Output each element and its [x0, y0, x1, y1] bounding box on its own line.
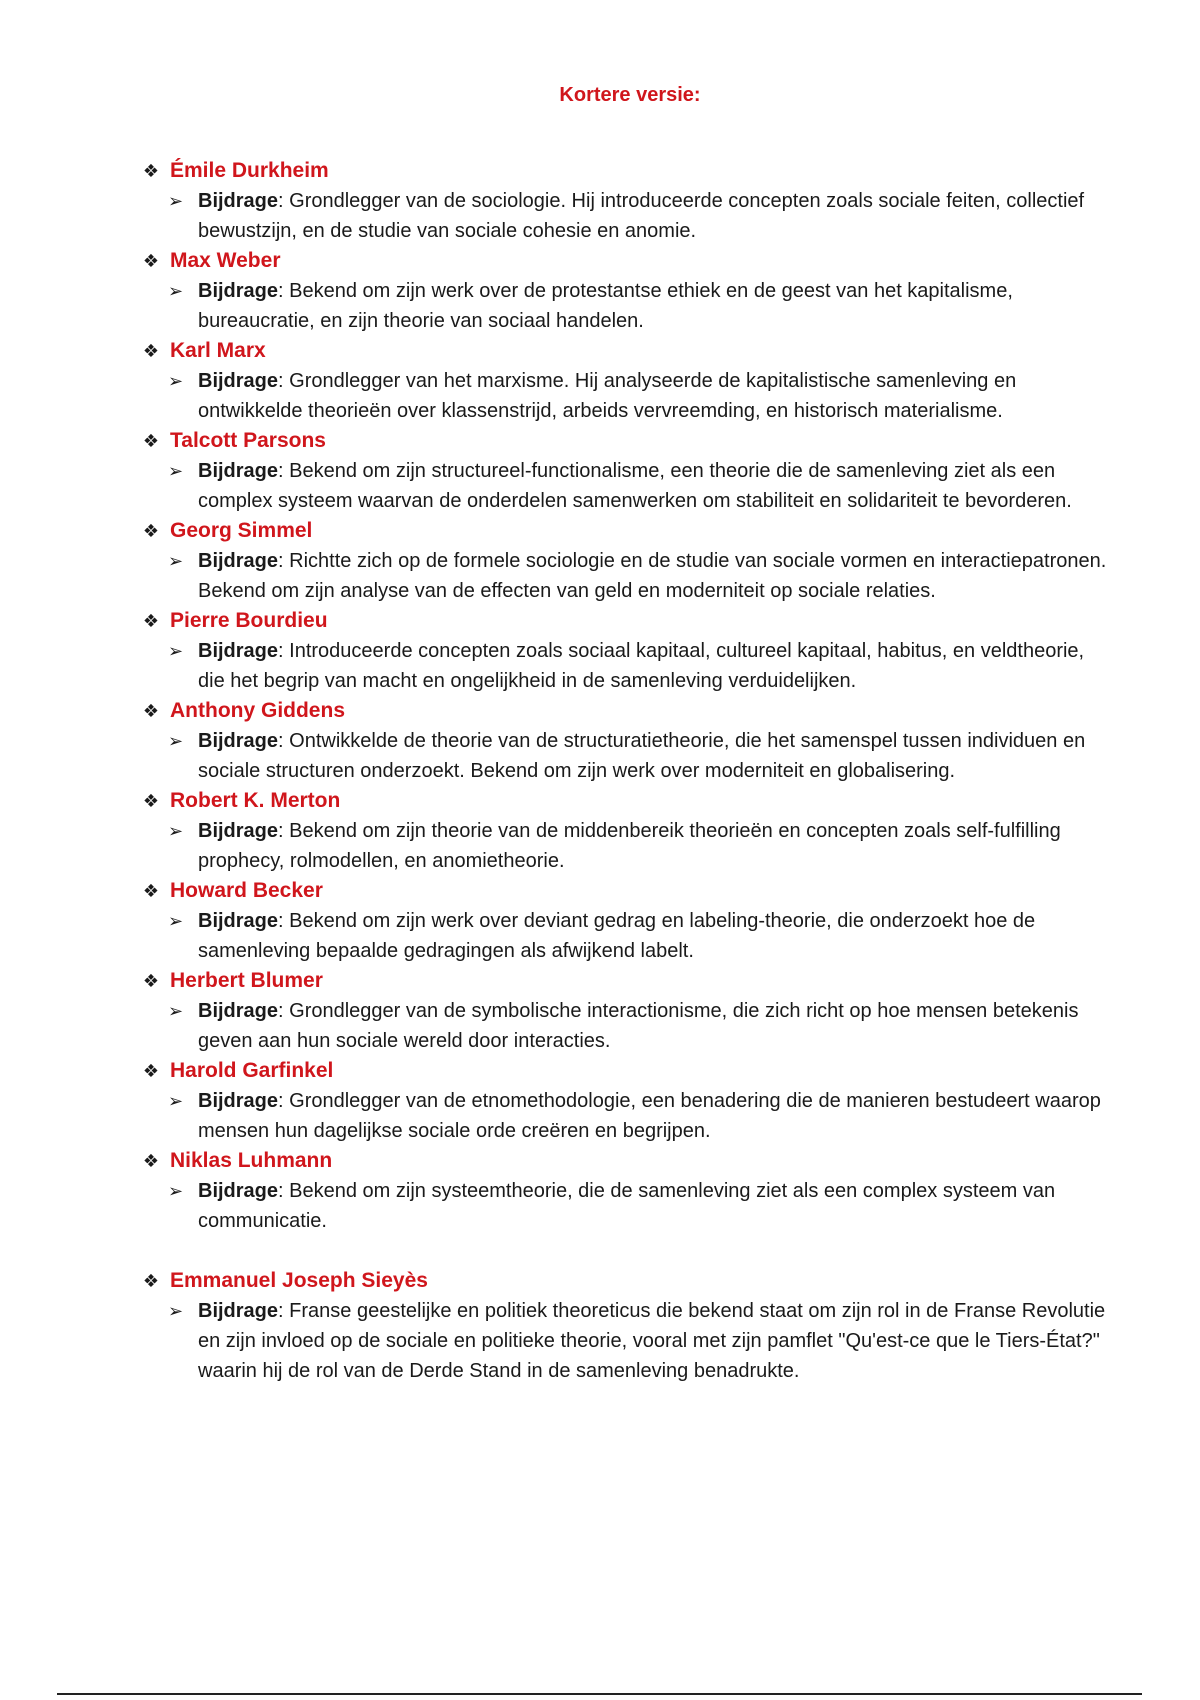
sociologist-list — [140, 156, 1120, 1386]
contribution-label: Bijdrage — [198, 640, 279, 662]
contribution-text: Bijdrage: Grondlegger van de sociologie. Hij introduceerde concepten zoals sociale feiten, collectief bewustzijn, en de studie van sociale cohesie en anomie. — [198, 190, 1085, 242]
bottom-divider — [57, 1693, 1142, 1695]
diamond-bullet-icon: ❖ — [142, 161, 160, 181]
contribution-description: Introduceerde concepten zoals sociaal kapitaal, cultureel kapitaal, habitus, en veldtheorie, die het begrip van macht en ongelijkheid in de samenleving verduidelijken. — [198, 640, 1085, 692]
arrow-bullet-icon: ➢ — [168, 551, 184, 571]
contribution-text: Bijdrage: Grondlegger van het marxisme. Hij analyseerde de kapitalistische samenleving en ontwikkelde theorieën over klassenstrijd, arbeids vervreemding, en historisch materialisme. — [198, 370, 1017, 422]
contribution-description: Grondlegger van de sociologie. Hij introduceerde concepten zoals sociale feiten, collectief bewustzijn, en de studie van sociale cohesie en anomie. — [198, 190, 1085, 242]
contribution-text: Bijdrage: Franse geestelijke en politiek theoreticus die bekend staat om zijn rol in de Franse Revolutie en zijn invloed op de sociale en politieke theorie, vooral met zijn pamflet "Qu'est-ce que le Tiers-État?" waarin hij de rol van de Derde Stand in de samenleving benadrukte. — [198, 1300, 1106, 1382]
contribution-label: Bijdrage — [198, 1000, 279, 1022]
diamond-bullet-icon: ❖ — [142, 341, 160, 361]
diamond-bullet-icon: ❖ — [142, 611, 160, 631]
arrow-bullet-icon: ➢ — [168, 1301, 184, 1321]
contribution-label: Bijdrage — [198, 910, 279, 932]
arrow-bullet-icon: ➢ — [168, 371, 184, 391]
contribution-text: Bijdrage: Ontwikkelde de theorie van de structuratietheorie, die het samenspel tussen individuen en sociale structuren onderzoekt. Bekend om zijn werk over moderniteit en globalisering. — [198, 730, 1086, 782]
person-name: Georg Simmel — [170, 519, 313, 542]
contribution-label: Bijdrage — [198, 370, 279, 392]
diamond-bullet-icon: ❖ — [142, 881, 160, 901]
contribution-description: Bekend om zijn systeemtheorie, die de samenleving ziet als een complex systeem van communicatie. — [198, 1180, 1056, 1232]
list-item — [140, 516, 1120, 606]
diamond-bullet-icon: ❖ — [142, 1061, 160, 1081]
list-item — [140, 606, 1120, 696]
list-item — [140, 246, 1120, 336]
arrow-bullet-icon: ➢ — [168, 461, 184, 481]
diamond-bullet-icon: ❖ — [142, 251, 160, 271]
person-name: Max Weber — [170, 249, 281, 272]
list-item — [140, 1146, 1120, 1236]
contribution-description: Franse geestelijke en politiek theoreticus die bekend staat om zijn rol in de Franse Revolutie en zijn invloed op de sociale en politieke theorie, vooral met zijn pamflet "Qu'est-ce que le Tiers-État?" waarin hij de rol van de Derde Stand in de samenleving benadrukte. — [198, 1300, 1106, 1382]
contribution-text: Bijdrage: Bekend om zijn werk over deviant gedrag en labeling-theorie, die onderzoekt hoe de samenleving bepaalde gedragingen als afwijkend labelt. — [198, 910, 1036, 962]
diamond-bullet-icon: ❖ — [142, 1271, 160, 1291]
diamond-bullet-icon: ❖ — [142, 1151, 160, 1171]
diamond-bullet-icon: ❖ — [142, 701, 160, 721]
arrow-bullet-icon: ➢ — [168, 641, 184, 661]
arrow-bullet-icon: ➢ — [168, 1181, 184, 1201]
contribution-description: Grondlegger van de symbolische interactionisme, die zich richt op hoe mensen betekenis geven aan hun sociale wereld door interacties. — [198, 1000, 1079, 1052]
list-item — [140, 1056, 1120, 1146]
arrow-bullet-icon: ➢ — [168, 281, 184, 301]
person-name: Harold Garfinkel — [170, 1059, 334, 1082]
contribution-text: Bijdrage: Grondlegger van de etnomethodologie, een benadering die de manieren bestudeert waarop mensen hun dagelijkse sociale orde creëren en begrijpen. — [198, 1090, 1101, 1142]
contribution-label: Bijdrage — [198, 1090, 279, 1112]
page-title: Kortere versie: — [559, 84, 701, 106]
contribution-description: Bekend om zijn theorie van de middenbereik theorieën en concepten zoals self-fulfilling prophecy, rolmodellen, en anomietheorie. — [198, 820, 1061, 872]
person-name: Howard Becker — [170, 879, 323, 902]
contribution-description: Grondlegger van de etnomethodologie, een benadering die de manieren bestudeert waarop mensen hun dagelijkse sociale orde creëren en begrijpen. — [198, 1090, 1101, 1142]
person-name: Emmanuel Joseph Sieyès — [170, 1269, 428, 1292]
list-item — [140, 156, 1120, 246]
contribution-label: Bijdrage — [198, 1180, 279, 1202]
arrow-bullet-icon: ➢ — [168, 191, 184, 211]
contribution-text: Bijdrage: Bekend om zijn theorie van de middenbereik theorieën en concepten zoals self-fulfilling prophecy, rolmodellen, en anomietheorie. — [198, 820, 1061, 872]
arrow-bullet-icon: ➢ — [168, 911, 184, 931]
contribution-label: Bijdrage — [198, 730, 279, 752]
contribution-text: Bijdrage: Grondlegger van de symbolische interactionisme, die zich richt op hoe mensen betekenis geven aan hun sociale wereld door interacties. — [198, 1000, 1079, 1052]
person-name: Herbert Blumer — [170, 969, 323, 992]
arrow-bullet-icon: ➢ — [168, 731, 184, 751]
list-item — [140, 966, 1120, 1056]
contribution-text: Bijdrage: Bekend om zijn systeemtheorie, die de samenleving ziet als een complex systeem van communicatie. — [198, 1180, 1056, 1232]
list-item — [140, 336, 1120, 426]
contribution-text: Bijdrage: Bekend om zijn structureel-functionalisme, een theorie die de samenleving ziet als een complex systeem waarvan de onderdelen samenwerken om stabiliteit en solidariteit te bevorderen. — [198, 460, 1072, 512]
diamond-bullet-icon: ❖ — [142, 431, 160, 451]
person-name: Émile Durkheim — [170, 159, 329, 182]
contribution-text: Bijdrage: Richtte zich op de formele sociologie en de studie van sociale vormen en interactiepatronen. Bekend om zijn analyse van de effecten van geld en moderniteit op sociale relaties. — [198, 550, 1107, 602]
person-name: Niklas Luhmann — [170, 1149, 333, 1172]
contribution-label: Bijdrage — [198, 1300, 279, 1322]
contribution-description: Bekend om zijn werk over de protestantse ethiek en de geest van het kapitalisme, bureaucratie, en zijn theorie van sociaal handelen. — [198, 280, 1013, 332]
contribution-label: Bijdrage — [198, 460, 279, 482]
diamond-bullet-icon: ❖ — [142, 791, 160, 811]
arrow-bullet-icon: ➢ — [168, 1001, 184, 1021]
list-item — [140, 786, 1120, 876]
person-name: Robert K. Merton — [170, 789, 341, 812]
contribution-description: Grondlegger van het marxisme. Hij analyseerde de kapitalistische samenleving en ontwikkelde theorieën over klassenstrijd, arbeids vervreemding, en historisch materialisme. — [198, 370, 1017, 422]
diamond-bullet-icon: ❖ — [142, 971, 160, 991]
contribution-description: Ontwikkelde de theorie van de structuratietheorie, die het samenspel tussen individuen en sociale structuren onderzoekt. Bekend om zijn werk over moderniteit en globalisering. — [198, 730, 1086, 782]
person-name: Anthony Giddens — [170, 699, 345, 722]
contribution-description: Bekend om zijn werk over deviant gedrag en labeling-theorie, die onderzoekt hoe de samenleving bepaalde gedragingen als afwijkend labelt. — [198, 910, 1036, 962]
contribution-description: Bekend om zijn structureel-functionalisme, een theorie die de samenleving ziet als een complex systeem waarvan de onderdelen samenwerken om stabiliteit en solidariteit te bevorderen. — [198, 460, 1072, 512]
contribution-label: Bijdrage — [198, 820, 279, 842]
list-item — [140, 876, 1120, 966]
contribution-description: Richtte zich op de formele sociologie en de studie van sociale vormen en interactiepatronen. Bekend om zijn analyse van de effecten van geld en moderniteit op sociale relaties. — [198, 550, 1107, 602]
arrow-bullet-icon: ➢ — [168, 1091, 184, 1111]
diamond-bullet-icon: ❖ — [142, 521, 160, 541]
list-item — [140, 696, 1120, 786]
contribution-text: Bijdrage: Introduceerde concepten zoals sociaal kapitaal, cultureel kapitaal, habitus, en veldtheorie, die het begrip van macht en ongelijkheid in de samenleving verduidelijken. — [198, 640, 1085, 692]
contribution-label: Bijdrage — [198, 280, 279, 302]
list-item — [140, 426, 1120, 516]
list-item — [140, 1266, 1120, 1386]
arrow-bullet-icon: ➢ — [168, 821, 184, 841]
person-name: Karl Marx — [170, 339, 266, 362]
contribution-text: Bijdrage: Bekend om zijn werk over de protestantse ethiek en de geest van het kapitalisme, bureaucratie, en zijn theorie van sociaal handelen. — [198, 280, 1013, 332]
person-name: Pierre Bourdieu — [170, 609, 328, 632]
person-name: Talcott Parsons — [170, 429, 326, 452]
contribution-label: Bijdrage — [198, 190, 279, 212]
contribution-label: Bijdrage — [198, 550, 279, 572]
